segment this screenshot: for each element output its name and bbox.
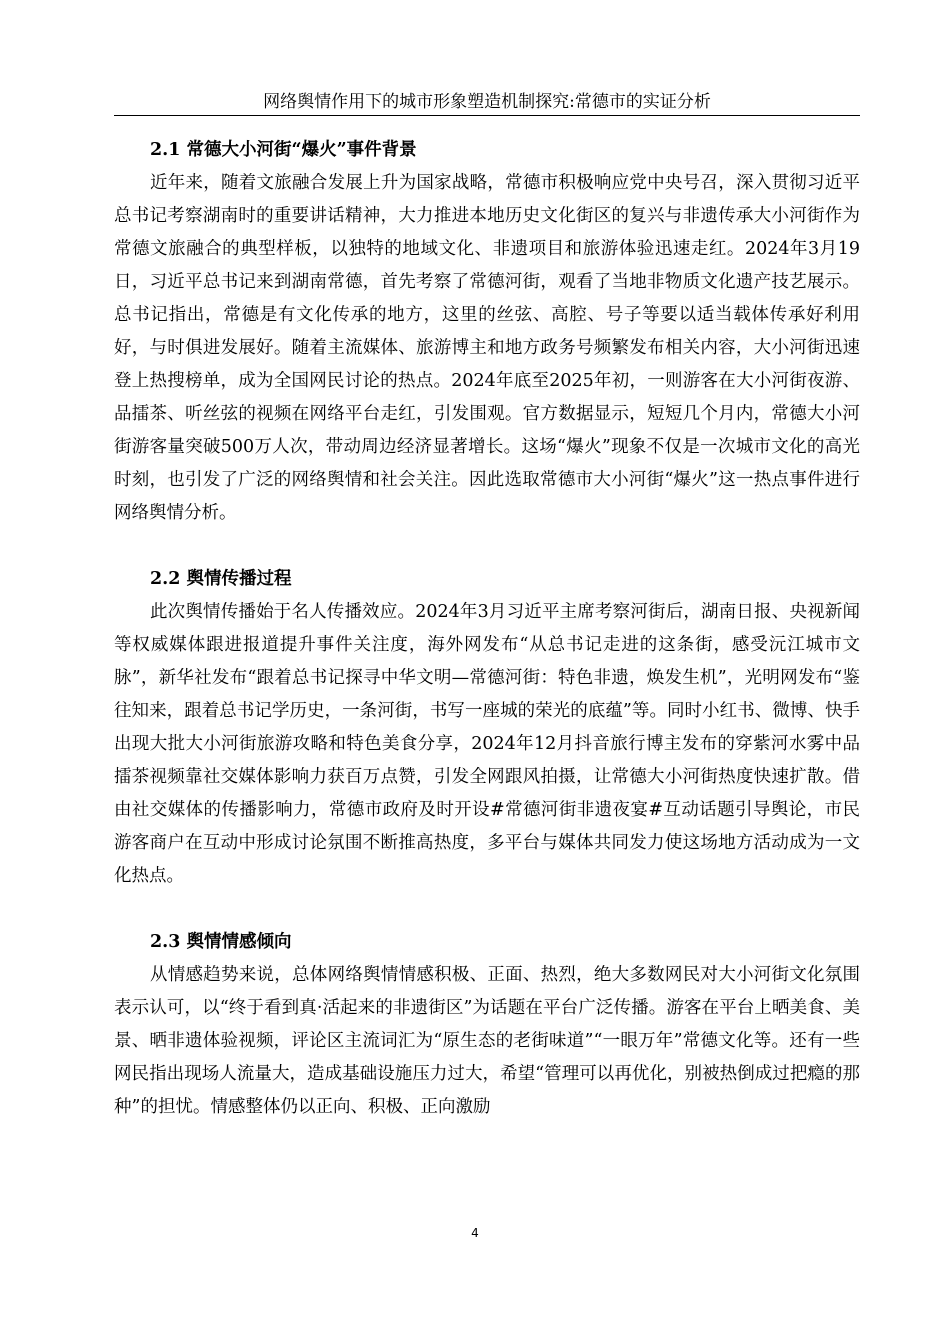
section-paragraph-2-2: 此次舆情传播始于名人传播效应。2024年3月习近平主席考察河街后，湖南日报、央视新闻等权威媒体跟进报道提升事件关注度，海外网发布“从总书记走进的这条街，感受沅江城市文脉”，新华社发布“跟着总书记探寻中华文明—常德河街：特色非遗，焕发生机”，光明网发布“鉴往知来，跟着总书记学历史，一条河街，书写一座城的荣光的底蕴”等。同时小红书、微博、快手出现大批大小河街旅游攻略和特色美食分享，2024年12月抖音旅行博主发布的穿紫河水雾中品擂茶视频靠社交媒体影响力获百万点赞，引发全网跟风拍摄，让常德大小河街热度快速扩散。借由社交媒体的传播影响力，常德市政府及时开设#常德河街非遗夜宴#互动话题引导舆论，市民游客商户在互动中形成讨论氛围不断推高热度，多平台与媒体共同发力使这场地方活动成为一文化热点。: [114, 602, 860, 886]
section-paragraph-2-3: 从情感趋势来说，总体网络舆情情感积极、正面、热烈，绝大多数网民对大小河街文化氛围表示认可，以“终于看到真·活起来的非遗街区”为话题在平台广泛传播。游客在平台上晒美食、美景、晒非遗体验视频，评论区主流词汇为“原生态的老街味道”“一眼万年”常德文化等。还有一些网民指出现场人流量大，造成基础设施压力过大，希望“管理可以再优化，别被热倒成过把瘾的那种”的担忧。情感整体仍以正向、积极、正向激励: [114, 965, 860, 1117]
running-header: 网络舆情作用下的城市形象塑造机制探究:常德市的实证分析: [263, 92, 711, 112]
page-number: 4: [471, 1226, 479, 1240]
section-paragraph-2-1: 近年来，随着文旅融合发展上升为国家战略，常德市积极响应党中央号召，深入贯彻习近平总书记考察湖南时的重要讲话精神，大力推进本地历史文化街区的复兴与非遗传承大小河街作为常德文旅融合的典型样板，以独特的地域文化、非遗项目和旅游体验迅速走红。2024年3月19日，习近平总书记来到湖南常德，首先考察了常德河街，观看了当地非物质文化遗产技艺展示。总书记指出，常德是有文化传承的地方，这里的丝弦、高腔、号子等要以适当载体传承好利用好，与时俱进发展好。随着主流媒体、旅游博主和地方政务号频繁发布相关内容，大小河街迅速登上热搜榜单，成为全国网民讨论的热点。2024年底至2025年初，一则游客在大小河街夜游、品擂茶、听丝弦的视频在网络平台走红，引发围观。官方数据显示，短短几个月内，常德大小河街游客量突破500万人次，带动周边经济显著增长。这场“爆火”现象不仅是一次城市文化的高光时刻，也引发了广泛的网络舆情和社会关注。因此选取常德市大小河街“爆火”这一热点事件进行网络舆情分析。: [114, 173, 860, 523]
section-heading-2-2: 2.2 舆情传播过程: [150, 569, 292, 589]
header-divider: [114, 115, 860, 116]
page-body: [114, 134, 860, 1157]
section-heading-2-1: 2.1 常德大小河街“爆火”事件背景: [150, 140, 417, 160]
section-heading-2-3: 2.3 舆情情感倾向: [150, 932, 292, 952]
